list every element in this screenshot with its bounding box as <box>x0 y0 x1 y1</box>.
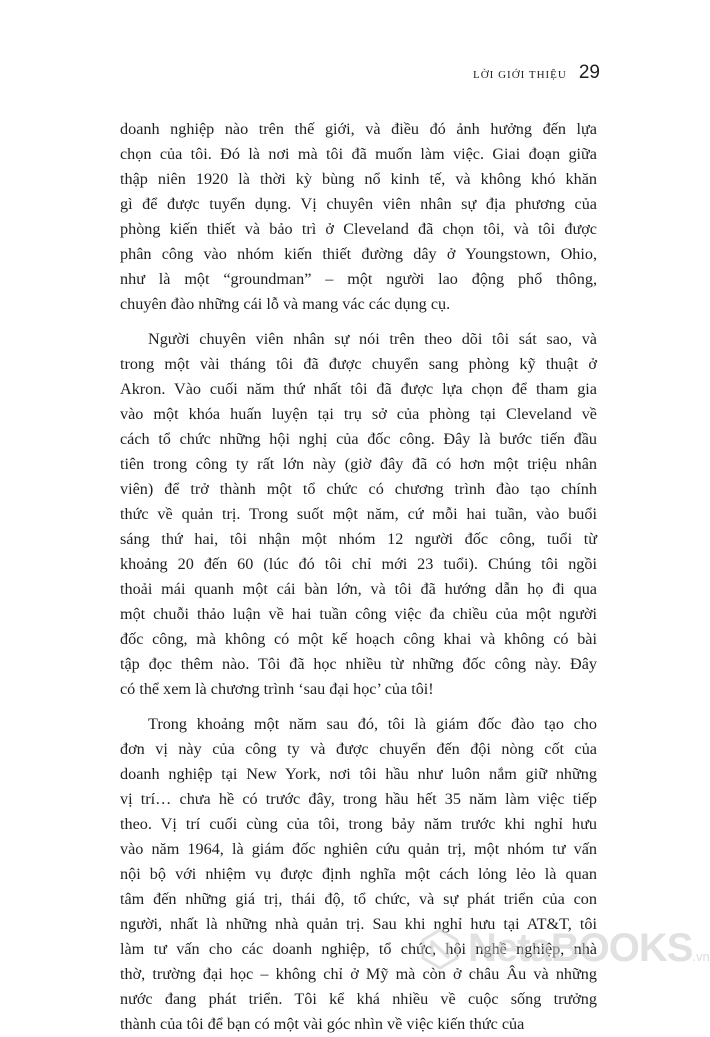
text-line: viên) để trở thành một tổ chức có chương trình đào tạo chính <box>120 480 597 498</box>
text-line: gì để được tuyển dụng. Vị chuyên viên nhân sự địa phương của <box>120 195 597 213</box>
text-line: vào năm 1964, là giám đốc nghiên cứu quản trị, một nhóm tư vấn <box>120 840 597 858</box>
text-line: nội bộ với nhiệm vụ được định nghĩa một cách lỏng lẻo là quan <box>120 865 597 883</box>
text-line: chọn của tôi. Đó là nơi mà tôi đã muốn làm việc. Giai đoạn giữa <box>120 145 597 163</box>
running-head <box>473 62 600 84</box>
text-line: một chuỗi thảo luận về hai tuần công việc đa chiều của một người <box>120 605 597 623</box>
text-line: phân công vào nhóm kiến thiết đường dây ở Youngstown, Ohio, <box>120 245 597 263</box>
paragraph <box>120 712 597 1037</box>
text-line: đốc công, mà không có một kế hoạch công khai và không có bài <box>120 630 597 648</box>
body-text <box>120 117 597 1037</box>
paragraph <box>120 117 597 317</box>
text-line: sáng thứ hai, tôi nhận một nhóm 12 người đốc công, tuổi từ <box>120 530 597 548</box>
netabooks-logo-icon <box>418 927 462 971</box>
text-line: cách tổ chức những hội nghị của đốc công. Đây là bước tiến đầu <box>120 430 597 448</box>
text-line: thức về quản trị. Trong suốt một năm, cứ mỗi hai tuần, vào buổi <box>120 505 597 523</box>
text-line: vị trí… chưa hề có trước đây, trong hầu hết 35 năm làm việc tiếp <box>120 790 597 808</box>
text-line: doanh nghiệp tại New York, nơi tôi hầu như luôn nắm giữ những <box>120 765 597 783</box>
watermark-brand: NetaBOOKS <box>468 926 693 970</box>
watermark-text <box>468 926 710 971</box>
text-line: thoải mái quanh một cái bàn lớn, và tôi đã hướng dẫn họ đi qua <box>120 580 597 598</box>
text-line: Trong khoảng một năm sau đó, tôi là giám đốc đào tạo cho <box>148 715 597 733</box>
text-line: Người chuyên viên nhân sự nói trên theo dõi tôi sát sao, và <box>148 330 597 348</box>
text-line: như là một “groundman” – một người lao động phổ thông, <box>120 270 597 288</box>
text-line: doanh nghiệp nào trên thế giới, và điều đó ảnh hưởng đến lựa <box>120 120 597 138</box>
paragraph <box>120 327 597 702</box>
text-line: người, nhất là những nhà quản trị. Sau khi nghỉ hưu tại AT&T, tôi <box>120 915 597 933</box>
watermark <box>418 926 710 971</box>
text-line: đơn vị này của công ty và được chuyển đến đội nòng cốt của <box>120 740 597 758</box>
text-line: Akron. Vào cuối năm thứ nhất tôi đã được lựa chọn để tham gia <box>120 380 597 398</box>
text-line: vào một khóa huấn luyện tại trụ sở của phòng tại Cleveland về <box>120 405 597 423</box>
text-line: phòng kiến thiết và bảo trì ở Cleveland đã chọn tôi, và tôi được <box>120 220 597 238</box>
text-line: tiên trong công ty rất lớn này (giờ đây đã có hơn một triệu nhân <box>120 455 597 473</box>
text-line: khoảng 20 đến 60 (lúc đó tôi chỉ mới 23 tuổi). Chúng tôi ngồi <box>120 555 597 573</box>
text-line: trong một vài tháng tôi đã được chuyển sang phòng kỹ thuật ở <box>120 355 597 373</box>
text-line: thập niên 1920 là thời kỳ bùng nổ kinh tế, và không khó khăn <box>120 170 597 188</box>
text-line: làm tư vấn cho các doanh nghiệp, tổ chức, hội nghề nghiệp, nhà <box>120 940 597 958</box>
text-line: thờ, trường đại học – không chỉ ở Mỹ mà còn ở châu Âu và những <box>120 965 597 983</box>
page-number: 29 <box>578 62 600 83</box>
watermark-suffix: .vn <box>692 949 710 964</box>
text-line: theo. Vị trí cuối cùng của tôi, trong bảy năm trước khi nghỉ hưu <box>120 815 597 833</box>
text-line: có thể xem là chương trình ‘sau đại học’ của tôi! <box>120 680 434 698</box>
text-line: nước đang phát triển. Tôi kể khá nhiều về cuộc sống trưởng <box>120 990 597 1008</box>
text-line: tập đọc thêm nào. Tôi đã học nhiều từ những đốc công này. Đây <box>120 655 597 673</box>
text-line: tâm đến những giá trị, thái độ, tổ chức, và sự phát triển của con <box>120 890 597 908</box>
text-line: chuyên đào những cái lỗ và mang vác các dụng cụ. <box>120 295 451 313</box>
text-line: thành của tôi để bạn có một vài góc nhìn về việc kiến thức của <box>120 1015 525 1033</box>
section-title: LỜI GIỚI THIỆU <box>473 69 567 81</box>
